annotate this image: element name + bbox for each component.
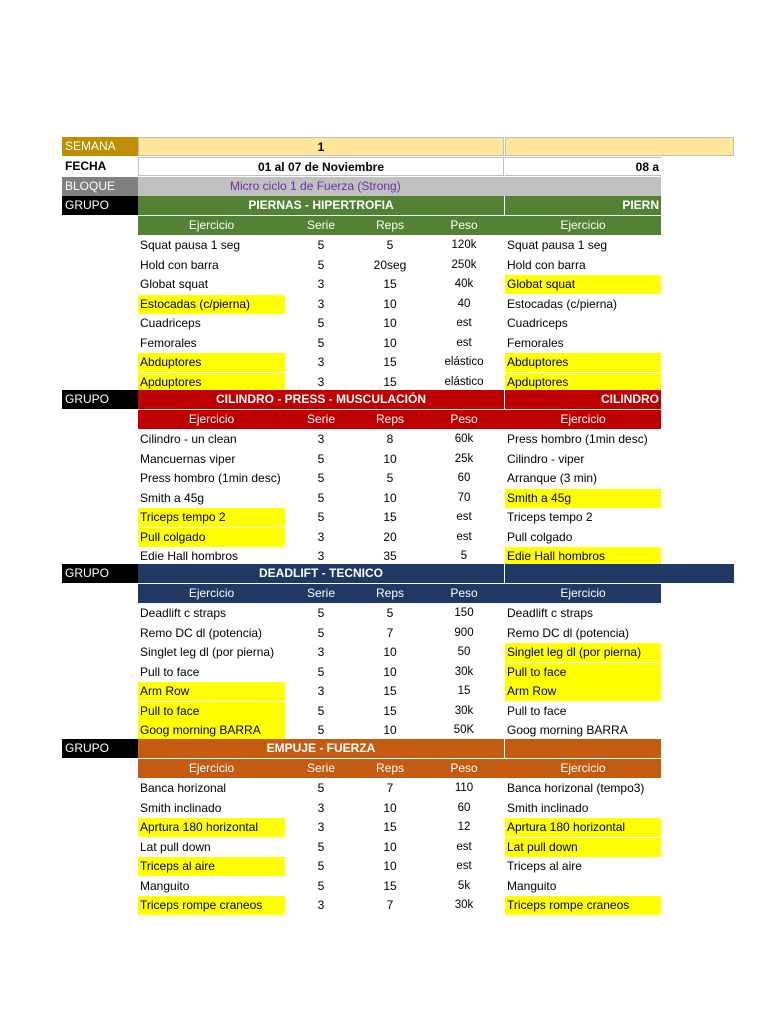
peso-value: est [456,511,472,523]
col-header-serie: Serie [285,584,357,603]
reps-value: 5 [386,238,394,252]
serie-value: 3 [317,898,325,912]
peso-value: 40k [454,278,474,290]
peso-value: 50 [457,646,471,658]
reps-value: 10 [383,859,397,873]
fecha-label: FECHA [62,157,138,176]
group-title-week2 [505,564,734,583]
peso-value: 60 [457,802,471,814]
exercise-name-week2: Cilindro - viper [507,452,585,466]
peso-value: 12 [457,821,471,833]
exercise-name-week2: Smith a 45g [505,489,661,508]
reps-value: 5 [386,606,394,620]
serie-value: 5 [317,491,325,505]
reps-value: 7 [386,898,394,912]
serie-value: 5 [317,723,325,737]
exercise-name: Pull colgado [138,528,285,547]
group-title: PIERNAS - HIPERTROFIA [138,196,504,215]
exercise-name-week2: Smith inclinado [507,801,589,815]
peso-value: 120k [451,239,477,251]
reps-value: 7 [386,626,394,640]
reps-value: 10 [383,665,397,679]
peso-value: elástico [444,376,484,388]
serie-value: 3 [317,355,325,369]
exercise-name: Lat pull down [140,840,211,854]
group-label: GRUPO [62,564,138,583]
exercise-name: Singlet leg dl (por pierna) [140,645,275,659]
exercise-name: Triceps tempo 2 [138,508,285,527]
exercise-name-week2: Pull to face [507,704,567,718]
serie-value: 5 [317,238,325,252]
exercise-name-week2: Singlet leg dl (por pierna) [505,643,661,662]
exercise-name-week2: Squat pausa 1 seg [507,238,608,252]
group-title: EMPUJE - FUERZA [138,739,504,758]
exercise-name-week2: Press hombro (1min desc) [507,432,648,446]
peso-value: 250k [451,259,477,271]
semana-label: SEMANA [62,137,138,156]
exercise-name-week2: Triceps rompe craneos [505,896,661,915]
col-header-ejercicio-week2: Ejercicio [505,759,661,778]
exercise-name: Edie Hall hombros [140,549,239,563]
col-header-reps: Reps [357,759,423,778]
serie-value: 3 [317,801,325,815]
col-header-ejercicio-week2: Ejercicio [505,584,661,603]
peso-value: 50K [453,724,475,736]
col-header-peso: Peso [423,584,505,603]
peso-value: 5 [460,550,468,562]
serie-value: 5 [317,859,325,873]
reps-value: 10 [383,645,397,659]
exercise-name-week2: Lat pull down [505,838,661,857]
exercise-name-week2: Abduptores [505,353,661,372]
exercise-name: Banca horizonal [140,781,227,795]
group-title-week2: CILINDRO [505,390,661,409]
peso-value: est [456,841,472,853]
reps-value: 35 [383,549,397,563]
col-header-ejercicio: Ejercicio [138,584,285,603]
serie-value: 3 [317,432,325,446]
exercise-name: Mancuernas viper [140,452,236,466]
col-header-reps: Reps [357,584,423,603]
exercise-name-week2: Pull to face [505,663,661,682]
exercise-name: Cilindro - un clean [140,432,237,446]
serie-value: 3 [317,297,325,311]
group-title-week2 [505,739,661,758]
col-header-ejercicio: Ejercicio [138,759,285,778]
reps-value: 7 [386,781,394,795]
reps-value: 10 [383,840,397,854]
fecha-week1: 01 al 07 de Noviembre [138,157,504,176]
reps-value: 20seg [373,258,407,272]
serie-value: 3 [317,375,325,389]
serie-value: 5 [317,452,325,466]
group-label: GRUPO [62,196,138,215]
exercise-name: Squat pausa 1 seg [140,238,241,252]
exercise-name: Aprtura 180 horizontal [138,818,285,837]
exercise-name-week2: Remo DC dl (potencia) [507,626,630,640]
exercise-name-week2: Hold con barra [507,258,586,272]
exercise-name-week2: Triceps tempo 2 [507,510,593,524]
exercise-name-week2: Goog morning BARRA [507,723,628,737]
reps-value: 10 [383,336,397,350]
reps-value: 15 [383,704,397,718]
peso-value: est [456,531,472,543]
exercise-name-week2: Manguito [507,879,557,893]
col-header-ejercicio-week2: Ejercicio [505,216,661,235]
exercise-name-week2: Pull colgado [507,530,573,544]
exercise-name-week2: Triceps al aire [507,859,582,873]
bloque-label: BLOQUE [62,177,138,196]
col-header-serie: Serie [285,759,357,778]
bloque-text: Micro ciclo 1 de Fuerza (Strong) [138,177,661,196]
exercise-name: Smith a 45g [140,491,205,505]
exercise-name-week2: Femorales [507,336,564,350]
exercise-name: Hold con barra [140,258,219,272]
group-label: GRUPO [62,390,138,409]
col-header-ejercicio: Ejercicio [138,410,285,429]
reps-value: 15 [383,510,397,524]
group-title: CILINDRO - PRESS - MUSCULACIÓN [138,390,504,409]
serie-value: 5 [317,879,325,893]
col-header-serie: Serie [285,410,357,429]
reps-value: 15 [383,879,397,893]
serie-value: 3 [317,277,325,291]
reps-value: 10 [383,723,397,737]
serie-value: 5 [317,316,325,330]
group-label: GRUPO [62,739,138,758]
serie-value: 5 [317,781,325,795]
exercise-name: Manguito [140,879,190,893]
exercise-name: Pull to face [138,702,285,721]
col-header-ejercicio: Ejercicio [138,216,285,235]
peso-value: 60 [457,472,471,484]
serie-value: 5 [317,336,325,350]
peso-value: 30k [454,899,474,911]
reps-value: 10 [383,491,397,505]
peso-value: 900 [454,627,474,639]
peso-value: 110 [454,782,474,794]
exercise-name: Deadlift c straps [140,606,227,620]
col-header-peso: Peso [423,410,505,429]
reps-value: 15 [383,684,397,698]
col-header-peso: Peso [423,216,505,235]
col-header-ejercicio-week2: Ejercicio [505,410,661,429]
peso-value: est [456,860,472,872]
peso-value: 60k [454,433,474,445]
col-header-reps: Reps [357,410,423,429]
peso-value: 15 [457,685,471,697]
peso-value: 150 [454,607,474,619]
reps-value: 15 [383,820,397,834]
reps-value: 8 [386,432,394,446]
exercise-name: Press hombro (1min desc) [140,471,281,485]
exercise-name: Remo DC dl (potencia) [140,626,263,640]
exercise-name: Goog morning BARRA [138,721,285,740]
serie-value: 5 [317,840,325,854]
exercise-name-week2: Aprtura 180 horizontal [505,818,661,837]
exercise-name: Pull to face [140,665,200,679]
serie-value: 3 [317,645,325,659]
exercise-name: Estocadas (c/pierna) [138,295,285,314]
col-header-serie: Serie [285,216,357,235]
reps-value: 5 [386,471,394,485]
peso-value: 40 [457,298,471,310]
serie-value: 3 [317,530,325,544]
peso-value: 5k [457,880,471,892]
serie-value: 3 [317,820,325,834]
exercise-name-week2: Edie Hall hombros [505,547,661,566]
peso-value: est [456,317,472,329]
serie-value: 5 [317,704,325,718]
serie-value: 5 [317,606,325,620]
exercise-name-week2: Cuadriceps [507,316,568,330]
reps-value: 10 [383,316,397,330]
exercise-name: Arm Row [138,682,285,701]
serie-value: 5 [317,471,325,485]
serie-value: 5 [317,626,325,640]
exercise-name: Smith inclinado [140,801,222,815]
reps-value: 15 [383,355,397,369]
exercise-name: Abduptores [138,353,285,372]
exercise-name-week2: Apduptores [505,373,661,392]
exercise-name-week2: Estocadas (c/pierna) [507,297,618,311]
serie-value: 3 [317,684,325,698]
exercise-name-week2: Banca horizonal (tempo3) [507,781,645,795]
exercise-name: Femorales [140,336,197,350]
reps-value: 15 [383,277,397,291]
exercise-name-week2: Arm Row [505,682,661,701]
col-header-peso: Peso [423,759,505,778]
serie-value: 5 [317,258,325,272]
exercise-name: Apduptores [138,373,285,392]
semana-week2 [505,137,734,156]
exercise-name: Cuadriceps [140,316,201,330]
exercise-name: Triceps rompe craneos [138,896,285,915]
exercise-name: Triceps al aire [138,857,285,876]
reps-value: 10 [383,452,397,466]
exercise-name: Globat squat [140,277,209,291]
semana-week1: 1 [138,137,504,156]
reps-value: 10 [383,801,397,815]
exercise-name-week2: Arranque (3 min) [507,471,598,485]
serie-value: 3 [317,549,325,563]
peso-value: 30k [454,666,474,678]
peso-value: 30k [454,705,474,717]
group-title-week2: PIERN [505,196,661,215]
peso-value: est [456,337,472,349]
exercise-name-week2: Globat squat [505,275,661,294]
exercise-name-week2: Deadlift c straps [507,606,594,620]
serie-value: 5 [317,665,325,679]
reps-value: 10 [383,297,397,311]
peso-value: 70 [457,492,471,504]
fecha-week2: 08 a [505,157,661,176]
peso-value: elástico [444,356,484,368]
serie-value: 5 [317,510,325,524]
peso-value: 25k [454,453,474,465]
group-title: DEADLIFT - TECNICO [138,564,504,583]
reps-value: 15 [383,375,397,389]
col-header-reps: Reps [357,216,423,235]
reps-value: 20 [383,530,397,544]
